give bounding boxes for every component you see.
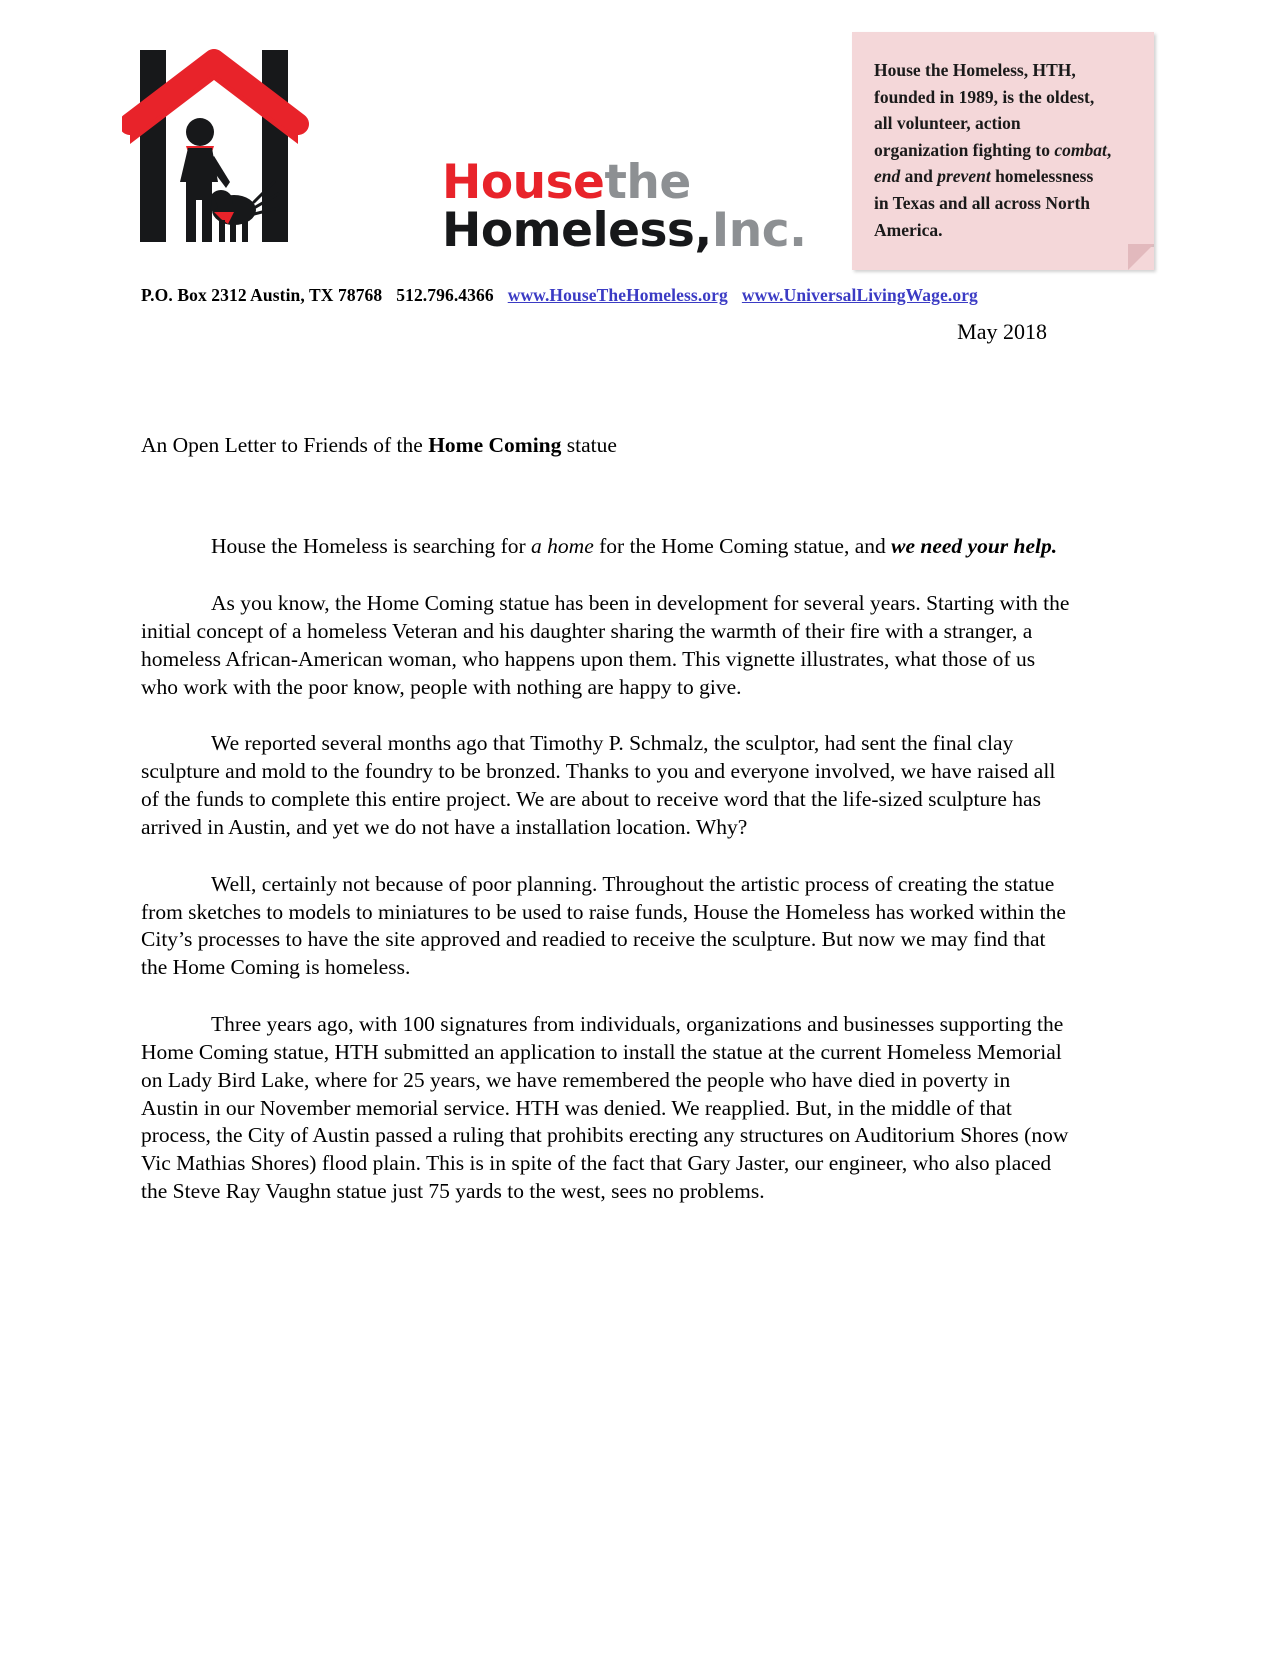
- note-line-6: in Texas and all across North: [874, 192, 1091, 213]
- letter-paragraph-2: As you know, the Home Coming statue has been in development for several years. Starting with the initial concept of a homeless Veteran and his daughter sharing the warmth of their fire with a stranger, a homeless African-American woman, who happens upon them. This vignette illustrates, what those of us who work with the poor know, people with nothing are happy to give.: [141, 591, 1070, 699]
- note-line-1: House the Homeless, HTH,: [874, 60, 1076, 80]
- note-line-4-pre: organization fighting to: [874, 139, 1055, 160]
- subject-prefix: An Open Letter to Friends of the: [141, 433, 429, 458]
- letter-body: [141, 318, 1071, 1206]
- logo-wordmark-line-2: [442, 203, 822, 259]
- logo-word-inc: Inc.: [711, 203, 807, 259]
- subject-suffix: statue: [561, 433, 617, 458]
- letter-date: May 2018: [957, 319, 1047, 344]
- letter-paragraph-4: Well, certainly not because of poor planning. Throughout the artistic process of creating the statue from sketches to models to miniatures to be used to raise funds, House the Homeless has worked within the City’s processes to have the site approved and readied to receive the sculpture. But now we may find that the Home Coming is homeless.: [141, 871, 1066, 980]
- mission-statement-text: [874, 57, 1136, 243]
- note-line-3: all volunteer, action: [874, 113, 1021, 134]
- note-emphasis-prevent: prevent: [937, 166, 991, 187]
- note-line-5-post: homelessness: [990, 166, 1094, 187]
- subject-statue-name: Home Coming: [428, 433, 562, 458]
- letter-subject-line: [141, 346, 1071, 460]
- phone-number: 512.796.4366: [396, 285, 494, 305]
- mission-statement-note: [852, 32, 1154, 270]
- note-line-5-mid: and: [900, 166, 938, 187]
- paragraph-1-part-b: for the Home Coming statue, and: [593, 534, 892, 559]
- logo-word-house: House: [442, 155, 605, 210]
- link-housethehomeless-org[interactable]: www.HouseTheHomeless.org: [507, 285, 728, 305]
- organization-logo: [122, 32, 807, 272]
- link-universallivingwage-org[interactable]: www.UniversalLivingWage.org: [741, 285, 978, 305]
- note-line-4-post: ,: [1106, 139, 1112, 160]
- logo-word-homeless: Homeless,: [442, 203, 712, 259]
- note-emphasis-combat: combat: [1054, 139, 1107, 160]
- logo-word-the: the: [604, 155, 691, 210]
- letterhead: [0, 0, 1280, 305]
- house-the-homeless-logo-icon: [122, 32, 322, 252]
- contact-address-line: [141, 285, 978, 306]
- letter-paragraph-3: We reported several months ago that Timothy P. Schmalz, the sculptor, had sent the final clay sculpture and mold to the foundry to be bronzed. Thanks to you and everyone involved, we have raised all of the funds to complete this entire project. We are about to receive word that the life-sized sculpture has arrived in Austin, and yet we do not have a installation location. Why?: [141, 731, 1056, 839]
- note-line-2: founded in 1989, is the oldest,: [874, 86, 1095, 107]
- paragraph-1-emphasis-a-home: a home: [531, 534, 594, 559]
- postal-address: P.O. Box 2312 Austin, TX 78768: [141, 285, 383, 305]
- note-emphasis-end: end: [874, 166, 901, 187]
- letter-paragraph-5: Three years ago, with 100 signatures from individuals, organizations and businesses supporting the Home Coming statue, HTH submitted an application to install the statue at the current Homeless Memorial on Lady Bird Lake, where for 25 years, we have remembered the people who have died in poverty in Austin in our November memorial service. HTH was denied. We reapplied. But, in the middle of that process, the City of Austin passed a ruling that prohibits erecting any structures on Auditorium Shores (now Vic Mathias Shores) flood plain. This is in spite of the fact that Gary Jaster, our engineer, who also placed the Steve Ray Vaughn statue just 75 yards to the west, sees no problems.: [141, 1012, 1069, 1204]
- logo-wordmark-line-1: [442, 155, 822, 210]
- letter-paragraph-1: [141, 460, 1071, 561]
- note-folded-corner: [1128, 244, 1154, 270]
- paragraph-1-emphasis-we-need-your-help: we need your help.: [891, 534, 1058, 559]
- paragraph-1-part-a: House the Homeless is searching for: [211, 534, 532, 559]
- note-line-7: America.: [874, 219, 943, 240]
- logo-wordmark: [442, 155, 822, 259]
